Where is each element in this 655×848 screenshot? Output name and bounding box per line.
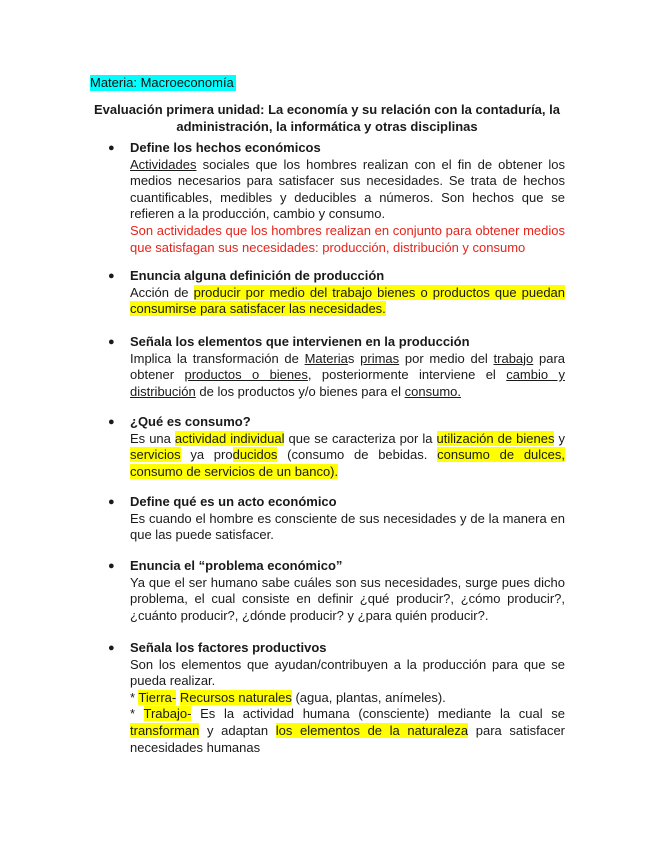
list-item [108, 640, 566, 756]
answer: Es cuando el hombre es consciente de sus necesidades y de la manera en que las puede satisfacer. [130, 510, 565, 543]
factor-land: * Tierra- Recursos naturales (agua, plantas, anímeles). [130, 689, 446, 705]
list-item [108, 494, 565, 544]
list-item [108, 558, 565, 624]
bullet-icon: ● [108, 560, 115, 572]
bullet-icon: ● [108, 642, 115, 654]
question: Define los hechos económicos [130, 140, 321, 155]
bullet-icon: ● [108, 270, 115, 282]
bullet-icon: ● [108, 496, 115, 508]
bullet-icon: ● [108, 336, 115, 348]
question: ¿Qué es consumo? [130, 414, 251, 429]
list-item [108, 334, 566, 400]
title-line-1: Evaluación primera unidad: La economía y su relación con la contaduría, la [94, 102, 560, 117]
answer: Es una actividad individual que se caracteriza por la utilización de bienes y servicios ya producidos (consumo de bebidas. consumo de dulces, consumo de servicios de un banco). [130, 430, 566, 479]
list-item [108, 414, 566, 480]
list-item [108, 140, 565, 256]
subject-label: Materia: Macroeconomía [90, 75, 234, 90]
list-item [108, 268, 566, 318]
title-line-2: administración, la informática y otras disciplinas [176, 119, 478, 134]
answer: Son los elementos que ayudan/contribuyen a la producción para que se pueda realizar. [130, 656, 565, 689]
question: Enuncia alguna definición de producción [130, 268, 385, 283]
question: Enuncia el “problema económico” [130, 558, 343, 573]
question: Define qué es un acto económico [130, 494, 337, 509]
answer: Implica la transformación de Materias primas por medio del trabajo para obtener productos o bienes, posteriormente interviene el cambio y distribución de los productos y/o bienes para el consumo. [130, 350, 566, 399]
document-title [88, 101, 566, 135]
answer: Acción de producir por medio del trabajo bienes o productos que puedan consumirse para satisfacer las necesidades. [130, 284, 566, 317]
question: Señala los elementos que intervienen en la producción [130, 334, 470, 349]
bullet-icon: ● [108, 142, 115, 154]
bullet-icon: ● [108, 416, 115, 428]
answer: Ya que el ser humano sabe cuáles son sus necesidades, surge pues dicho problema, el cual consiste en definir ¿qué producir?, ¿cómo producir?, ¿cuánto producir?, ¿dónde producir? y ¿para quién producir?. [130, 574, 565, 623]
answer-red: Son actividades que los hombres realizan en conjunto para obtener medios que satisfagan sus necesidades: producción, distribución y consumo [130, 222, 565, 255]
question: Señala los factores productivos [130, 640, 327, 655]
answer: Actividades sociales que los hombres realizan con el fin de obtener los medios necesarios para satisfacer sus necesidades. Se trata de hechos cuantificables, medibles y deducibles a números. Son hechos que se refieren a la producción, cambio y consumo. [130, 156, 565, 222]
factor-work: * Trabajo- Es la actividad humana (consciente) mediante la cual se transforman y adaptan los elementos de la naturaleza para satisfacer necesidades humanas [130, 706, 566, 755]
